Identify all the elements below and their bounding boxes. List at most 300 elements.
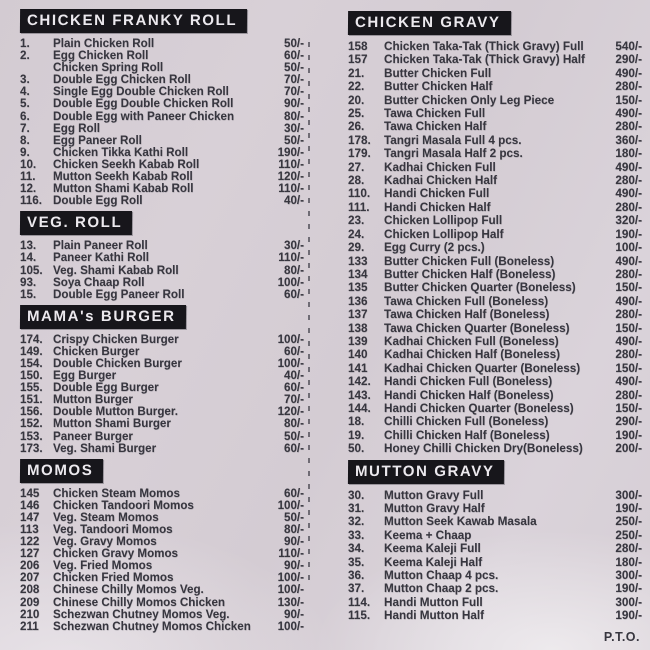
item-name: Double Mutton Burger.	[53, 405, 178, 419]
item-name: Schezwan Chutney Momos Veg.	[53, 607, 230, 621]
item-name: Kadhai Chicken Half (Boneless)	[384, 348, 561, 362]
item-name: Crispy Chicken Burger	[53, 332, 179, 346]
item-number: 14.	[20, 251, 37, 265]
item-number: 26.	[348, 120, 365, 134]
item-number: 30.	[348, 488, 365, 502]
item-number: 145	[20, 486, 40, 500]
item-price: 100/-	[277, 571, 304, 585]
item-number: 206	[20, 559, 40, 573]
item-number: 111.	[348, 200, 370, 214]
item-price: 50/-	[284, 61, 304, 75]
menu-item-row	[348, 542, 642, 555]
item-price: 40/-	[284, 194, 304, 208]
item-price: 280/-	[615, 200, 642, 214]
item-price: 280/-	[615, 174, 642, 188]
item-price: 100/-	[277, 498, 304, 512]
item-name: Paneer Kathi Roll	[53, 251, 149, 265]
menu-item-row	[20, 597, 304, 609]
menu-item-row	[348, 582, 642, 595]
item-number: 146	[20, 498, 40, 512]
item-number: 34.	[348, 542, 365, 556]
item-number: 32.	[348, 515, 365, 529]
item-price: 280/-	[615, 267, 642, 281]
item-number: 157	[348, 53, 368, 67]
menu-item-row	[20, 443, 304, 455]
menu-item-row	[348, 255, 642, 268]
item-number: 141	[348, 361, 368, 375]
item-number: 2.	[20, 49, 30, 63]
item-name: Butter Chicken Quarter (Boneless)	[384, 281, 576, 295]
menu-item-row	[348, 174, 642, 187]
item-name: Veg. Fried Momos	[53, 559, 153, 573]
menu-item-row	[348, 161, 642, 174]
item-price: 280/-	[615, 348, 642, 362]
menu-item-row	[20, 111, 304, 123]
item-number: 116.	[20, 194, 42, 208]
item-number: 208	[20, 583, 40, 597]
item-name: Veg. Shami Burger	[53, 441, 157, 455]
menu-section-momos	[20, 457, 304, 633]
item-price: 120/-	[277, 405, 304, 419]
menu-item-row	[348, 67, 642, 80]
item-name: Mutton Chaap 4 pcs.	[384, 569, 499, 583]
item-price: 110/-	[278, 182, 304, 196]
item-name: Chicken Taka-Tak (Thick Gravy) Full	[384, 40, 584, 53]
item-price: 280/-	[615, 388, 642, 402]
item-price: 40/-	[284, 369, 304, 383]
item-number: 22.	[348, 80, 365, 94]
item-price: 190/-	[615, 609, 642, 623]
item-number: 36.	[348, 569, 365, 583]
item-name: Egg Roll	[53, 121, 101, 135]
item-price: 280/-	[615, 80, 642, 94]
item-price: 60/-	[284, 49, 304, 63]
item-number: 28.	[348, 174, 365, 188]
item-price: 490/-	[615, 107, 642, 121]
menu-item-row	[20, 195, 304, 207]
right-column	[348, 0, 642, 644]
item-name: Veg. Steam Momos	[53, 510, 159, 524]
item-number: 3.	[20, 73, 30, 87]
section-header: CHICKEN FRANKY ROLL	[20, 9, 247, 33]
item-name: Mutton Seekh Kabab Roll	[53, 170, 193, 184]
item-name: Handi Mutton Full	[384, 595, 483, 609]
item-number: 147	[20, 510, 40, 524]
item-number: 142.	[348, 375, 371, 389]
item-number: 93.	[20, 275, 37, 289]
item-name: Handi Chicken Full	[384, 187, 490, 201]
item-name: Handi Chicken Half	[384, 200, 491, 214]
menu-section-chicken-franky-roll	[20, 7, 304, 207]
item-number: 138	[348, 321, 368, 335]
menu-section-mama-s-burger	[20, 303, 304, 455]
menu-item-row	[348, 362, 642, 375]
item-price: 190/-	[277, 145, 304, 159]
item-name: Tawa Chicken Full (Boneless)	[384, 294, 549, 308]
item-name: Tawa Chicken Half	[384, 120, 487, 134]
item-price: 280/-	[615, 542, 642, 556]
item-price: 150/-	[615, 361, 642, 375]
column-divider	[308, 42, 310, 587]
item-price: 100/-	[277, 583, 304, 597]
item-name: Tawa Chicken Full	[384, 107, 486, 121]
item-number: 140	[348, 348, 368, 362]
item-price: 290/-	[615, 53, 642, 67]
item-name: Mutton Gravy Full	[384, 488, 484, 502]
item-name: Double Egg Burger	[53, 381, 159, 395]
item-number: 24.	[348, 227, 365, 241]
item-name: Butter Chicken Full	[384, 66, 492, 80]
item-price: 90/-	[284, 97, 304, 111]
menu-item-row	[348, 201, 642, 214]
item-name: Veg. Gravy Momos	[53, 535, 157, 549]
item-number: 13.	[20, 239, 37, 253]
item-name: Butter Chicken Only Leg Piece	[384, 93, 555, 107]
menu-item-row	[20, 252, 304, 264]
item-number: 135	[348, 281, 368, 295]
item-price: 190/-	[615, 428, 642, 442]
item-name: Keema Kaleji Half	[384, 555, 483, 569]
item-price: 80/-	[284, 523, 304, 536]
item-name: Schezwan Chutney Momos Chicken	[53, 619, 251, 633]
item-price: 150/-	[615, 281, 642, 295]
item-number: 136	[348, 294, 368, 308]
item-name: Mutton Shami Kabab Roll	[53, 182, 194, 196]
item-price: 540/-	[615, 40, 642, 53]
item-number: 4.	[20, 85, 30, 99]
menu-item-row	[348, 295, 642, 308]
item-number: 114.	[348, 595, 371, 609]
item-number: 110.	[348, 187, 371, 201]
item-number: 37.	[348, 582, 365, 596]
item-price: 50/-	[284, 37, 304, 50]
item-name: Chilli Chicken Half (Boneless)	[384, 428, 550, 442]
item-price: 60/-	[284, 486, 304, 500]
menu-item-row	[348, 402, 642, 415]
menu-item-row	[348, 515, 642, 528]
item-name: Butter Chicken Half	[384, 80, 493, 94]
item-price: 490/-	[615, 334, 642, 348]
menu-item-row	[348, 569, 642, 582]
item-number: 211	[20, 619, 39, 633]
item-number: 31.	[348, 502, 365, 515]
section-header: MAMA's BURGER	[20, 305, 186, 329]
menu-item-row	[348, 120, 642, 133]
item-price: 490/-	[615, 254, 642, 268]
item-price: 60/-	[284, 344, 304, 358]
item-name: Chicken Gravy Momos	[53, 547, 178, 561]
item-number: 8.	[20, 133, 30, 147]
item-price: 90/-	[284, 559, 304, 573]
menu-item-row	[348, 609, 642, 622]
item-number: 139	[348, 334, 368, 348]
item-name: Double Egg with Paneer Chicken	[53, 109, 235, 123]
item-price: 150/-	[615, 93, 642, 107]
item-price: 250/-	[615, 528, 642, 542]
item-number: 18.	[348, 415, 365, 429]
item-number: 113	[20, 523, 39, 536]
item-price: 180/-	[615, 147, 642, 161]
item-price: 80/-	[284, 263, 304, 277]
item-price: 100/-	[277, 619, 304, 633]
item-number: 33.	[348, 528, 365, 542]
item-name: Double Chicken Burger	[53, 356, 182, 370]
item-price: 150/-	[615, 321, 642, 335]
menu-item-row	[20, 431, 304, 443]
item-price: 70/-	[284, 85, 304, 99]
item-price: 30/-	[284, 121, 304, 135]
item-number: 23.	[348, 214, 365, 228]
item-number: 209	[20, 595, 40, 609]
menu-item-row	[348, 214, 642, 227]
menu-item-row	[348, 596, 642, 609]
item-number: 144.	[348, 401, 371, 415]
item-name: Handi Mutton Half	[384, 609, 484, 623]
item-number: 179.	[348, 147, 371, 161]
item-name: Mutton Burger	[53, 393, 133, 407]
item-name: Tangri Masala Full 4 pcs.	[384, 133, 522, 147]
menu-item-row	[20, 123, 304, 135]
item-name: Egg Burger	[53, 369, 117, 383]
item-number: 122	[20, 535, 40, 549]
item-name: Kadhai Chicken Full	[384, 160, 496, 174]
item-number: 134	[348, 267, 368, 281]
item-number: 158	[348, 40, 368, 53]
item-number: 155.	[20, 381, 43, 395]
item-price: 110/-	[278, 547, 304, 561]
item-price: 70/-	[284, 73, 304, 87]
item-number: 115.	[348, 609, 371, 623]
item-price: 100/-	[277, 332, 304, 346]
item-name: Egg Paneer Roll	[53, 133, 142, 147]
item-number: 1.	[20, 37, 30, 50]
item-name: Kadhai Chicken Half	[384, 174, 498, 188]
item-price: 300/-	[615, 569, 642, 583]
item-price: 490/-	[615, 375, 642, 389]
item-name: Soya Chaap Roll	[53, 275, 145, 289]
item-name: Plain Paneer Roll	[53, 239, 148, 253]
menu-item-row	[20, 98, 304, 110]
item-price: 280/-	[615, 120, 642, 134]
item-name: Egg Curry (2 pcs.)	[384, 241, 485, 255]
item-name: Honey Chilli Chicken Dry(Boneless)	[384, 442, 583, 456]
item-price: 320/-	[615, 214, 642, 228]
item-price: 70/-	[284, 393, 304, 407]
item-number: 210	[20, 607, 40, 621]
menu-item-row	[348, 281, 642, 294]
item-name: Kadhai Chicken Full (Boneless)	[384, 334, 559, 348]
menu-item-row	[348, 415, 642, 428]
item-price: 60/-	[284, 441, 304, 455]
item-number: 127	[20, 547, 40, 561]
menu-item-row	[348, 348, 642, 361]
item-name: Handi Chicken Full (Boneless)	[384, 375, 553, 389]
item-price: 80/-	[284, 417, 304, 431]
menu-item-row	[348, 502, 642, 515]
item-number: 154.	[20, 356, 43, 370]
item-price: 300/-	[615, 595, 642, 609]
menu-item-row	[20, 609, 304, 621]
menu-item-row	[348, 80, 642, 93]
section-header: CHICKEN GRAVY	[348, 11, 511, 35]
item-name: Chicken Tandoori Momos	[53, 498, 194, 512]
item-number: 15.	[20, 287, 37, 301]
item-price: 290/-	[615, 415, 642, 429]
menu-item-row	[348, 94, 642, 107]
item-price: 490/-	[615, 160, 642, 174]
item-number: 133	[348, 254, 368, 268]
item-price: 120/-	[277, 170, 304, 184]
pto-label: P.T.O.	[603, 629, 640, 644]
menu-item-row	[20, 488, 304, 500]
item-number: 105.	[20, 263, 43, 277]
item-price: 130/-	[277, 595, 304, 609]
item-name: Double Egg Chicken Roll	[53, 73, 191, 87]
item-price: 30/-	[284, 239, 304, 253]
item-price: 50/-	[284, 510, 304, 524]
item-name: Chicken Taka-Tak (Thick Gravy) Half	[384, 53, 585, 67]
item-name: Keema Kaleji Full	[384, 542, 481, 556]
item-price: 360/-	[615, 133, 642, 147]
item-price: 90/-	[284, 607, 304, 621]
item-price: 80/-	[284, 109, 304, 123]
item-price: 200/-	[615, 442, 642, 456]
item-name: Tawa Chicken Quarter (Boneless)	[384, 321, 570, 335]
menu-item-row	[20, 621, 304, 633]
menu-item-row	[348, 134, 642, 147]
section-header: MUTTON GRAVY	[348, 460, 505, 484]
item-price: 110/-	[278, 251, 304, 265]
item-number: 19.	[348, 428, 365, 442]
menu-item-row	[20, 289, 304, 301]
item-price: 60/-	[284, 381, 304, 395]
item-name: Chinese Chilly Momos Chicken	[53, 595, 226, 609]
item-name: Keema + Chaap	[384, 528, 472, 542]
menu-item-row	[348, 40, 642, 53]
item-price: 190/-	[615, 582, 642, 596]
section-header: VEG. ROLL	[20, 211, 132, 235]
item-number: 143.	[348, 388, 371, 402]
item-number: 5.	[20, 97, 30, 111]
menu-section-chicken-gravy	[348, 9, 642, 456]
menu-item-row	[348, 335, 642, 348]
item-name: Kadhai Chicken Quarter (Boneless)	[384, 361, 581, 375]
item-name: Mutton Gravy Half	[384, 502, 485, 515]
item-name: Plain Chicken Roll	[53, 37, 155, 50]
item-number: 153.	[20, 429, 43, 443]
item-number: 7.	[20, 121, 30, 135]
item-price: 60/-	[284, 287, 304, 301]
menu-item-row	[348, 529, 642, 542]
item-number: 11.	[20, 170, 36, 184]
menu-item-row	[348, 107, 642, 120]
item-name: Mutton Chaap 2 pcs.	[384, 582, 499, 596]
item-name: Double Egg Paneer Roll	[53, 287, 185, 301]
item-number: 151.	[20, 393, 43, 407]
item-price: 50/-	[284, 429, 304, 443]
item-name: Chicken Spring Roll	[53, 61, 164, 75]
menu-item-row	[348, 429, 642, 442]
item-price: 300/-	[615, 488, 642, 502]
item-name: Tawa Chicken Half (Boneless)	[384, 308, 550, 322]
item-price: 100/-	[277, 275, 304, 289]
menu-item-row	[348, 442, 642, 455]
menu-item-row	[348, 228, 642, 241]
menu-item-row	[348, 187, 642, 200]
item-number: 6.	[20, 109, 30, 123]
item-name: Mutton Shami Burger	[53, 417, 171, 431]
item-price: 190/-	[615, 502, 642, 515]
item-price: 100/-	[615, 241, 642, 255]
item-number: 9.	[20, 145, 30, 159]
item-number: 21.	[348, 66, 365, 80]
item-name: Handi Chicken Quarter (Boneless)	[384, 401, 574, 415]
item-name: Veg. Shami Kabab Roll	[53, 263, 179, 277]
item-number: 29.	[348, 241, 365, 255]
item-number: 50.	[348, 442, 365, 456]
menu-item-row	[348, 268, 642, 281]
section-header: MOMOS	[20, 459, 104, 483]
item-number: 173.	[20, 441, 43, 455]
item-name: Paneer Burger	[53, 429, 133, 443]
item-number: 156.	[20, 405, 43, 419]
item-name: Single Egg Double Chicken Roll	[53, 85, 229, 99]
item-name: Chicken Fried Momos	[53, 571, 174, 585]
item-price: 190/-	[615, 227, 642, 241]
item-name: Chinese Chilly Momos Veg.	[53, 583, 204, 597]
item-number: 20.	[348, 93, 365, 107]
item-number: 152.	[20, 417, 43, 431]
menu-item-row	[20, 277, 304, 289]
item-name: Chicken Seekh Kabab Roll	[53, 157, 200, 171]
item-name: Chilli Chicken Full (Boneless)	[384, 415, 549, 429]
menu-section-mutton-gravy	[348, 458, 642, 623]
left-column	[20, 0, 304, 635]
item-price: 490/-	[615, 66, 642, 80]
item-number: 35.	[348, 555, 365, 569]
item-name: Egg Chicken Roll	[53, 49, 149, 63]
item-name: Chicken Steam Momos	[53, 486, 180, 500]
item-name: Chicken Lollipop Full	[384, 214, 503, 228]
item-name: Butter Chicken Full (Boneless)	[384, 254, 555, 268]
menu-item-row	[348, 241, 642, 254]
item-number: 178.	[348, 133, 371, 147]
item-number: 149.	[20, 344, 43, 358]
item-number: 12.	[20, 182, 37, 196]
item-price: 490/-	[615, 187, 642, 201]
item-price: 110/-	[278, 157, 304, 171]
item-price: 50/-	[284, 133, 304, 147]
item-number: 207	[20, 571, 40, 585]
menu-item-row	[348, 53, 642, 66]
item-name: Double Egg Double Chicken Roll	[53, 97, 234, 111]
menu-item-row	[348, 308, 642, 321]
item-name: Mutton Seek Kawab Masala	[384, 515, 537, 529]
menu-item-row	[348, 147, 642, 160]
item-name: Tangri Masala Half 2 pcs.	[384, 147, 523, 161]
item-number: 137	[348, 308, 368, 322]
item-name: Chicken Tikka Kathi Roll	[53, 145, 189, 159]
item-price: 180/-	[615, 555, 642, 569]
item-price: 100/-	[277, 356, 304, 370]
menu-item-row	[20, 418, 304, 430]
menu-item-row	[348, 322, 642, 335]
menu-item-row	[348, 375, 642, 388]
item-name: Chicken Burger	[53, 344, 140, 358]
menu-item-row	[348, 389, 642, 402]
item-name: Butter Chicken Half (Boneless)	[384, 267, 556, 281]
menu-item-row	[348, 489, 642, 502]
